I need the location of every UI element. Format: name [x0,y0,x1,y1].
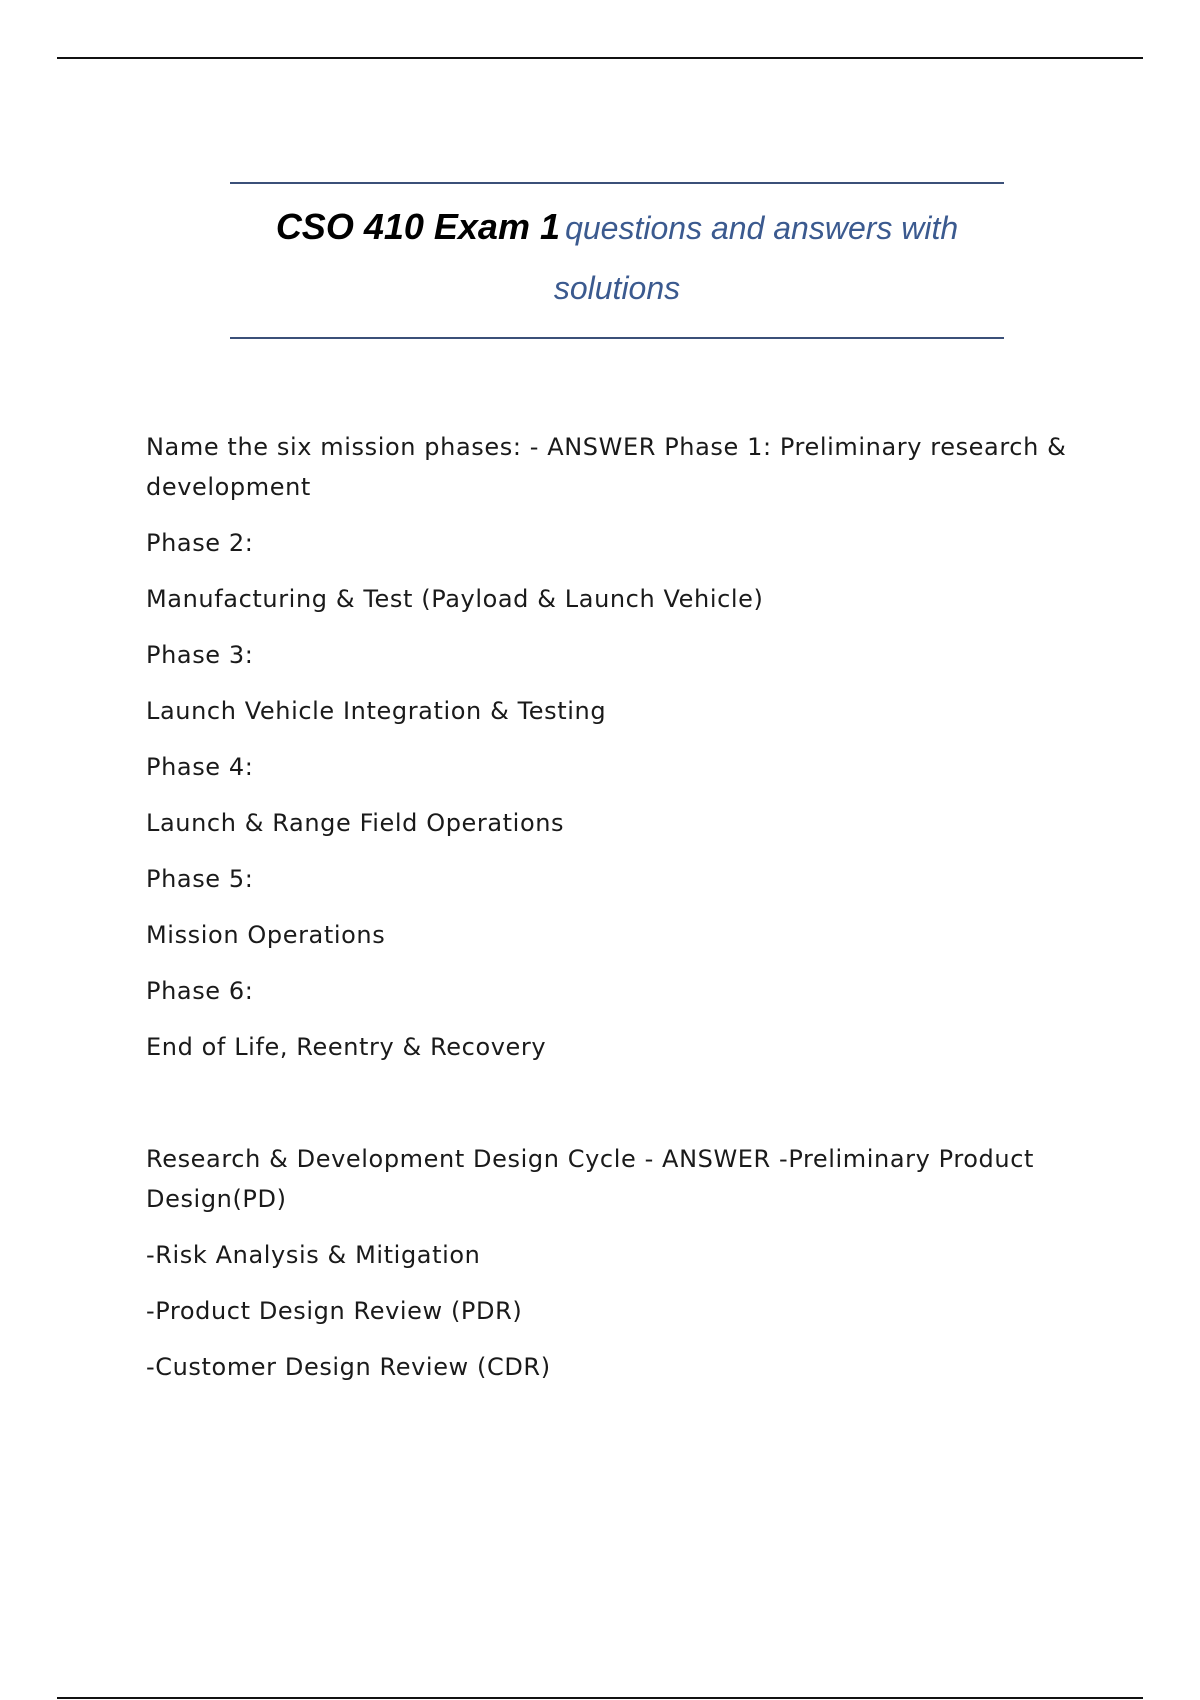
title-main: CSO 410 Exam 1 [275,206,560,247]
page-top-rule [57,57,1143,59]
title-subtitle: questions and answers with solutions [553,210,959,306]
qa1-question-line: Name the six mission phases: - ANSWER Phase 1: Preliminary research & development [146,433,1067,501]
qa2-line: -Customer Design Review (CDR) [146,1353,551,1381]
document-title [230,200,1004,321]
qa1-line: Phase 4: [146,753,254,781]
qa2-line: -Product Design Review (PDR) [146,1297,523,1325]
qa2-line: -Risk Analysis & Mitigation [146,1241,481,1269]
qa1-line: Phase 5: [146,865,254,893]
qa1-line: Phase 6: [146,977,254,1005]
qa1-line: Launch & Range Field Operations [146,809,565,837]
qa1-line: Phase 3: [146,641,254,669]
qa1-line: Launch Vehicle Integration & Testing [146,697,607,725]
qa1-line: Manufacturing & Test (Payload & Launch Vehicle) [146,585,764,613]
qa1-line: End of Life, Reentry & Recovery [146,1033,547,1061]
title-upper-rule [230,182,1004,184]
document-body [146,427,1096,1403]
title-lower-rule [230,337,1004,339]
page-bottom-rule [57,1697,1143,1699]
qa1-line: Mission Operations [146,921,386,949]
qa2-question-line: Research & Development Design Cycle - ANSWER -Preliminary Product Design(PD) [146,1145,1034,1213]
qa1-line: Phase 2: [146,529,254,557]
